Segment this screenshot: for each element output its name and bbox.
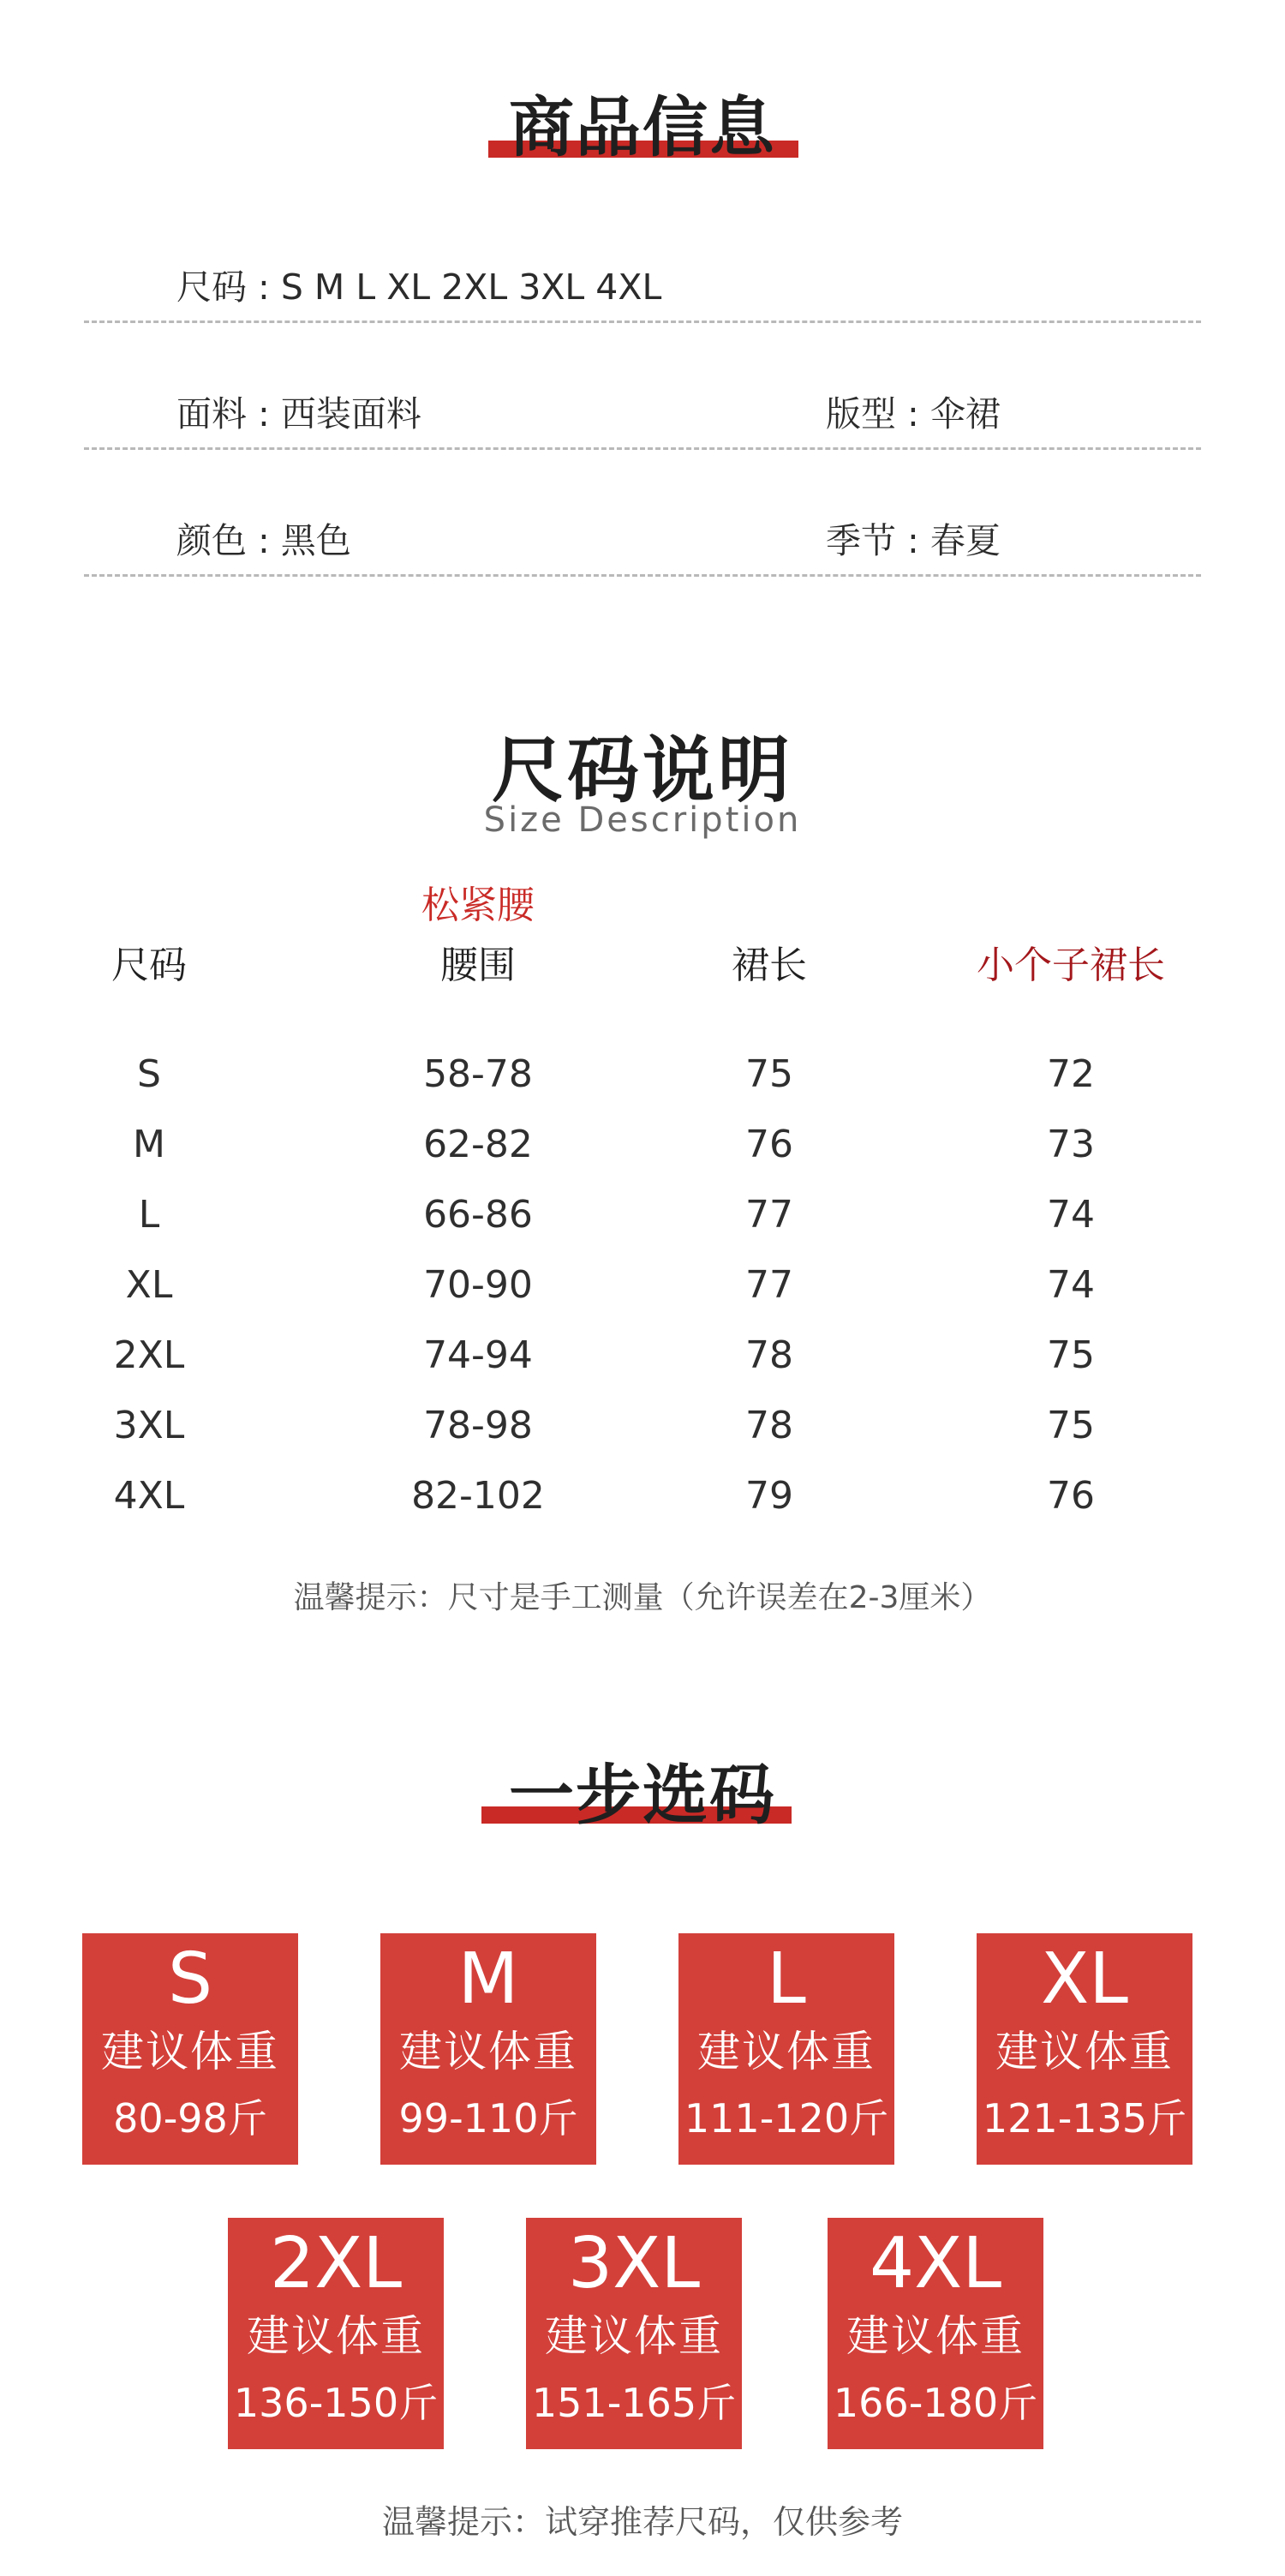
- weight-box-size: 2XL: [269, 2223, 403, 2304]
- table-cell: XL: [125, 1263, 173, 1307]
- info-row-fabric-style: [84, 370, 1201, 450]
- weight-box-size: L: [767, 1938, 806, 2020]
- table-cell: S: [137, 1052, 161, 1096]
- table-cell: 2XL: [113, 1333, 185, 1377]
- table-cell: 74: [1047, 1193, 1095, 1237]
- header-petite-length: 小个子裙长: [977, 944, 1165, 987]
- size-desc-tip: 温馨提示：尺寸是手工测量（允许误差在2-3厘米）: [293, 1580, 992, 1615]
- table-cell: 77: [745, 1263, 793, 1307]
- table-cell: 3XL: [113, 1404, 185, 1447]
- table-cell: 75: [1047, 1333, 1095, 1377]
- table-cell: 74: [1047, 1263, 1095, 1307]
- weight-box-size: 4XL: [869, 2223, 1002, 2304]
- product-info-title-wrap: [0, 75, 1285, 169]
- table-cell: 82-102: [411, 1474, 545, 1518]
- weight-box: [526, 2218, 742, 2449]
- info-season: 季节 : 春夏: [826, 520, 1001, 561]
- weight-box-range: 111-120斤: [684, 2095, 889, 2142]
- info-row-sizes: [84, 243, 1201, 323]
- header-waist: 腰围: [440, 944, 516, 987]
- size-desc-subtitle: Size Description: [483, 800, 802, 840]
- table-cell: 4XL: [113, 1474, 185, 1518]
- table-cell: 75: [745, 1052, 793, 1096]
- table-cell: 58-78: [423, 1052, 533, 1096]
- size-desc-title: 尺码说明: [491, 728, 793, 812]
- table-cell: 74-94: [423, 1333, 533, 1377]
- info-fabric: 面料 : 西装面料: [176, 393, 421, 434]
- weight-box-range: 99-110斤: [398, 2095, 578, 2142]
- table-cell: 70-90: [423, 1263, 533, 1307]
- table-cell: 78-98: [423, 1404, 533, 1447]
- weight-box-size: 3XL: [567, 2223, 701, 2304]
- weight-box: [228, 2218, 444, 2449]
- weight-box-label: 建议体重: [846, 2311, 1025, 2361]
- weight-box-label: 建议体重: [697, 2027, 876, 2076]
- table-cell: 62-82: [423, 1123, 533, 1166]
- size-pick-title: 一步选码: [509, 1757, 776, 1833]
- weight-box-range: 151-165斤: [531, 2380, 737, 2426]
- table-cell: L: [138, 1193, 160, 1237]
- table-cell: 79: [745, 1474, 793, 1518]
- weight-box: [977, 1933, 1192, 2165]
- weight-box-label: 建议体重: [101, 2027, 279, 2076]
- info-row-color-season: [84, 497, 1201, 577]
- table-cell: 76: [745, 1123, 793, 1166]
- weight-box: [678, 1933, 894, 2165]
- weight-box-range: 121-135斤: [982, 2095, 1187, 2142]
- table-cell: 77: [745, 1193, 793, 1237]
- weight-box-label: 建议体重: [545, 2311, 723, 2361]
- product-info-title: 商品信息: [509, 89, 776, 165]
- header-size: 尺码: [111, 944, 187, 987]
- info-style: 版型 : 伞裙: [826, 393, 1001, 434]
- weight-box-label: 建议体重: [247, 2311, 425, 2361]
- info-sizes: 尺码 : S M L XL 2XL 3XL 4XL: [176, 267, 662, 308]
- weight-box-label: 建议体重: [995, 2027, 1174, 2076]
- weight-box-range: 136-150斤: [233, 2380, 439, 2426]
- table-cell: 72: [1047, 1052, 1095, 1096]
- weight-box-size: M: [457, 1938, 519, 2020]
- weight-box-size: XL: [1041, 1938, 1128, 2020]
- weight-box-range: 80-98斤: [113, 2095, 267, 2142]
- table-cell: 73: [1047, 1123, 1095, 1166]
- table-cell: 75: [1047, 1404, 1095, 1447]
- header-skirt-length: 裙长: [732, 944, 807, 987]
- weight-box-range: 166-180斤: [833, 2380, 1038, 2426]
- size-pick-title-wrap: [0, 1743, 1285, 1836]
- table-cell: 78: [745, 1333, 793, 1377]
- table-cell: M: [133, 1123, 165, 1166]
- weight-box: [82, 1933, 298, 2165]
- table-cell: 78: [745, 1404, 793, 1447]
- weight-box-size: S: [167, 1938, 213, 2020]
- weight-box-label: 建议体重: [399, 2027, 577, 2076]
- elastic-waist-note: 松紧腰: [421, 884, 535, 927]
- info-color: 颜色 : 黑色: [176, 520, 351, 561]
- table-cell: 76: [1047, 1474, 1095, 1518]
- table-cell: 66-86: [423, 1193, 533, 1237]
- size-pick-tip: 温馨提示：试穿推荐尺码，仅供参考: [381, 2503, 903, 2541]
- weight-box: [380, 1933, 596, 2165]
- weight-box: [828, 2218, 1043, 2449]
